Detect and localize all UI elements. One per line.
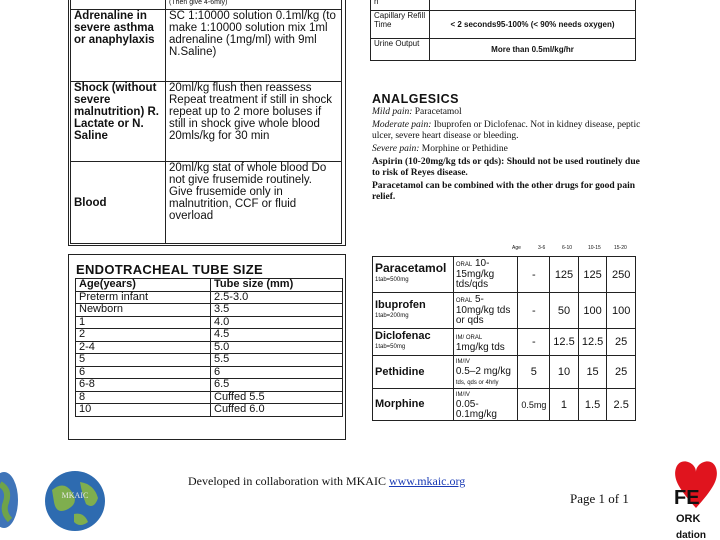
frequency-note: tds, qds or 4hrly: [455, 380, 499, 386]
ett-title: ENDOTRACHEAL TUBE SIZE: [76, 262, 263, 277]
value-cell: 125: [550, 257, 579, 293]
drug-name-cell: [373, 293, 454, 329]
label: Moderate pain:: [372, 120, 432, 130]
value-cell: 10: [550, 356, 579, 389]
value-cell: 12.5: [550, 329, 579, 356]
dose: 1mg/kg tds: [455, 341, 505, 353]
drug-name-cell: [373, 389, 454, 421]
header-cell: Tube size (mm): [211, 279, 343, 292]
tab-size: 1tab=50mg: [375, 344, 406, 350]
drug-name: Morphine: [375, 398, 425, 410]
dose-cell: [453, 293, 518, 329]
table-row: [71, 10, 342, 82]
combine-note: Paracetamol can be combined with the other drugs for good pain relief.: [372, 181, 636, 202]
table-cell: 4.5: [211, 329, 343, 342]
value-cell: -: [518, 329, 550, 356]
severe-pain-line: [372, 144, 644, 155]
dose: 0.05-0.1mg/kg: [455, 399, 497, 420]
table-row: [371, 0, 636, 11]
table-cell: More than 0.5ml/kg/hr: [430, 39, 636, 61]
table-cell: 20ml/kg stat of whole blood Do not give frusemide routinely. Give frusemide only in malnutrition, CCF or fluid overload: [166, 162, 342, 244]
table-cell: Shock (without severe malnutrition) R. Lactate or N. Saline: [71, 82, 166, 162]
table-cell: 10: [76, 404, 211, 417]
value-cell: 15: [578, 356, 607, 389]
text: Paracetamol: [414, 107, 462, 117]
table-cell: 5: [76, 354, 211, 367]
page-number: Page 1 of 1: [570, 491, 629, 506]
text: Ibuprofen or Diclofenac. Not in kidney disease, peptic ulcer, severe heart disease or bleeding.: [372, 120, 641, 141]
mkaic-logo: [44, 470, 106, 532]
table-row: [76, 341, 343, 354]
value-cell: 5: [518, 356, 550, 389]
table-cell: 2.5-3.0: [211, 291, 343, 304]
aspirin-note: Aspirin (10-20mg/kg tds or qds): Should not be used routinely due to risk of Reyes disease.: [372, 157, 640, 178]
table-cell: 1: [76, 316, 211, 329]
value-cell: 1.5: [578, 389, 607, 421]
table-row: [76, 391, 343, 404]
table-cell: Preterm infant: [76, 291, 211, 304]
drug-name: Ibuprofen: [375, 298, 426, 311]
value-cell: 125: [578, 257, 607, 293]
header-cell: Age(years): [76, 279, 211, 292]
header-cell: 6-10: [562, 245, 573, 251]
value-cell: 2.5: [607, 389, 636, 421]
table-cell: Blood: [71, 162, 166, 244]
route: ORAL: [455, 262, 473, 268]
logo-line1: FE: [674, 487, 700, 509]
route: ORAL: [455, 298, 473, 304]
route: IM/ ORAL: [455, 334, 483, 341]
heart-logo: [672, 458, 720, 540]
table-cell: Cuffed 5.5: [211, 391, 343, 404]
table-row: [373, 389, 636, 421]
dose-cell: [453, 329, 518, 356]
label: Mild pain:: [372, 107, 413, 117]
dose-cell: [453, 389, 518, 421]
table-row: [76, 304, 343, 317]
table-cell: [430, 0, 636, 11]
table-cell: Cuffed 6.0: [211, 404, 343, 417]
value-cell: 12.5: [578, 329, 607, 356]
header-cell: 15-20: [614, 245, 627, 251]
mild-pain-line: [372, 107, 644, 118]
value-cell: 100: [578, 293, 607, 329]
route: IM/IV: [455, 359, 470, 365]
table-cell: 5.0: [211, 341, 343, 354]
analgesics-section: [372, 94, 644, 205]
table-cell: Newborn: [76, 304, 211, 317]
value-cell: 100: [607, 293, 636, 329]
drug-name-cell: [373, 356, 454, 389]
table-row: [371, 11, 636, 39]
table-row: [76, 329, 343, 342]
table-row: [71, 162, 342, 244]
analgesic-dose-table: [372, 256, 636, 421]
dose: 0.5–2 mg/kg: [455, 366, 511, 377]
table-row: [373, 257, 636, 293]
value-cell: 50: [550, 293, 579, 329]
value-cell: 25: [607, 329, 636, 356]
dose: 5-10mg/kg tds or qds: [455, 294, 511, 326]
table-cell: SC 1:10000 solution 0.1ml/kg (to make 1:10000 solution mix 1ml adrenaline (1mg/ml) with 9ml N.Saline): [166, 10, 342, 82]
table-cell: 8: [76, 391, 211, 404]
header-cell: 3-6: [538, 245, 546, 251]
ett-size-table: [75, 278, 343, 417]
table-header-row: [76, 279, 343, 292]
logo-line3: dation: [676, 530, 706, 540]
emergency-drug-table: [70, 0, 342, 244]
table-cell: (Then give 4-6mly): [166, 0, 342, 10]
footer-line: [188, 474, 465, 489]
header-cell: Age: [512, 245, 521, 251]
table-row: [373, 293, 636, 329]
section-title: ANALGESICS: [372, 92, 459, 106]
table-cell: [71, 0, 166, 10]
label: Severe pain:: [372, 144, 420, 154]
table-cell: 2-4: [76, 341, 211, 354]
route: IM/IV: [455, 392, 470, 398]
table-row: [373, 329, 636, 356]
value-cell: -: [518, 257, 550, 293]
drug-name: Paracetamol: [375, 261, 447, 275]
table-cell: Urine Output: [371, 39, 430, 61]
table-cell: Adrenaline in severe asthma or anaphylaxis: [71, 10, 166, 82]
table-cell: 6: [76, 366, 211, 379]
value-cell: 0.5mg: [518, 389, 550, 421]
table-row: [71, 82, 342, 162]
table-cell: 2: [76, 329, 211, 342]
table-row: [76, 316, 343, 329]
dose: 10-15mg/kg tds/qds: [455, 258, 495, 290]
table-cell: n: [371, 0, 430, 11]
table-row: [76, 354, 343, 367]
dose-cell: [453, 257, 518, 293]
logo-text: MKAIC: [61, 491, 89, 500]
table-cell: 20ml/kg flush then reassess Repeat treatment if still in shock repeat up to 2 more boluses if still in shock give whole blood 20mls/kg for 30 min: [166, 82, 342, 162]
table-row: [371, 39, 636, 61]
text: Morphine or Pethidine: [421, 144, 508, 154]
table-row: [373, 356, 636, 389]
table-cell: 5.5: [211, 354, 343, 367]
drug-name: Pethidine: [375, 365, 425, 378]
table-cell: 6: [211, 366, 343, 379]
table-cell: 6.5: [211, 379, 343, 392]
vital-signs-table: [370, 0, 636, 61]
drug-name: Diclofenac: [375, 330, 431, 342]
table-row: [76, 366, 343, 379]
table-row: [76, 379, 343, 392]
value-cell: -: [518, 293, 550, 329]
table-cell: < 2 seconds95-100% (< 90% needs oxygen): [430, 11, 636, 39]
table-cell: 3.5: [211, 304, 343, 317]
tab-size: 1tab=500mg: [375, 277, 409, 283]
footer-text: Developed in collaboration with MKAIC: [188, 474, 386, 488]
table-cell: 6-8: [76, 379, 211, 392]
drug-name-cell: [373, 329, 454, 356]
table-row: [76, 291, 343, 304]
value-cell: 250: [607, 257, 636, 293]
globe-icon-left: [0, 470, 20, 530]
footer-link[interactable]: www.mkaic.org: [388, 474, 466, 488]
value-cell: 25: [607, 356, 636, 389]
logo-line2: ORK: [676, 513, 701, 525]
tab-size: 1tab=200mg: [375, 312, 409, 319]
table-cell: 4.0: [211, 316, 343, 329]
header-cell: 10-15: [588, 245, 601, 251]
table-row: [71, 0, 342, 10]
dose-cell: [453, 356, 518, 389]
value-cell: 1: [550, 389, 579, 421]
table-row: [76, 404, 343, 417]
table-cell: Capillary Refill Time: [371, 11, 430, 39]
drug-name-cell: [373, 257, 454, 293]
moderate-pain-line: [372, 120, 644, 142]
